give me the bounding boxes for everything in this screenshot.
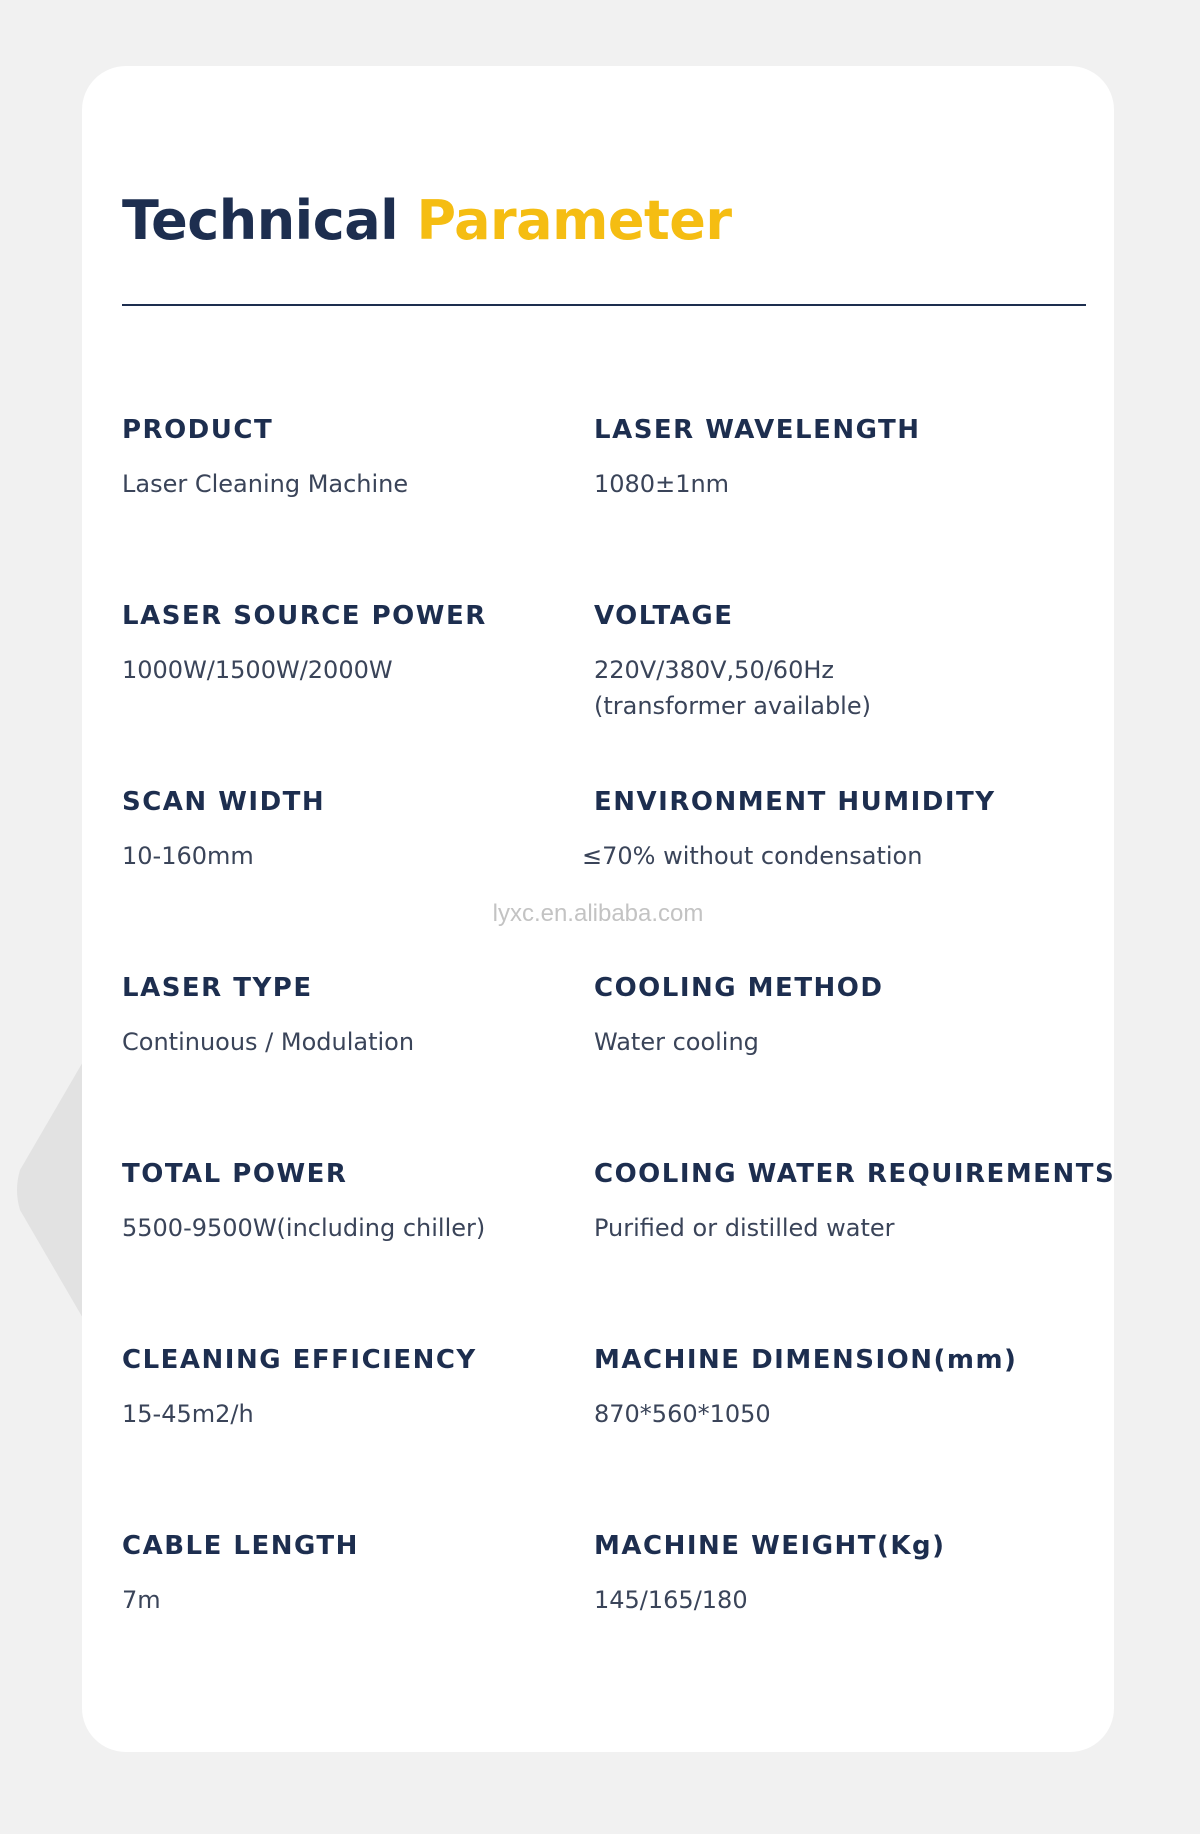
- param-value: 220V/380V,50/60Hz (transformer available): [594, 656, 871, 720]
- param-product: [122, 414, 612, 502]
- param-total-power: [122, 1158, 612, 1246]
- param-value: 15-45m2/h: [122, 1400, 254, 1428]
- title-part-parameter: Parameter: [416, 189, 732, 252]
- param-label: LASER TYPE: [122, 973, 313, 1003]
- param-machine-dimension: [594, 1344, 1084, 1432]
- param-label: COOLING WATER REQUIREMENTS: [594, 1159, 1116, 1189]
- param-cooling-method: [594, 972, 1084, 1060]
- param-voltage: [594, 600, 1084, 724]
- param-label: TOTAL POWER: [122, 1159, 348, 1189]
- param-value: 7m: [122, 1586, 161, 1614]
- page-title: [122, 189, 732, 252]
- watermark-text: lyxc.en.alibaba.com: [492, 900, 704, 927]
- param-laser-wavelength: [594, 414, 1084, 502]
- param-label: MACHINE DIMENSION(mm): [594, 1345, 1018, 1375]
- param-value: 145/165/180: [594, 1586, 748, 1614]
- parameter-card: [82, 66, 1114, 1752]
- param-label: SCAN WIDTH: [122, 787, 326, 817]
- param-value: 870*560*1050: [594, 1400, 771, 1428]
- param-cable-length: [122, 1530, 612, 1618]
- param-machine-weight: [594, 1530, 1084, 1618]
- title-part-technical: Technical: [122, 189, 399, 252]
- param-label: CLEANING EFFICIENCY: [122, 1345, 477, 1375]
- param-label: ENVIRONMENT HUMIDITY: [594, 787, 996, 817]
- param-label: LASER SOURCE POWER: [122, 601, 487, 631]
- param-value: Purified or distilled water: [594, 1214, 895, 1242]
- title-divider: [122, 304, 1086, 306]
- param-value: 1000W/1500W/2000W: [122, 656, 393, 684]
- param-value: 10-160mm: [122, 842, 254, 870]
- param-laser-source-power: [122, 600, 612, 688]
- param-value: ≤70% without condensation: [582, 842, 923, 870]
- param-value: Continuous / Modulation: [122, 1028, 415, 1056]
- param-laser-type: [122, 972, 612, 1060]
- param-label: VOLTAGE: [594, 601, 734, 631]
- param-label: COOLING METHOD: [594, 973, 884, 1003]
- param-value: 5500-9500W(including chiller): [122, 1214, 486, 1242]
- param-value: Water cooling: [594, 1028, 759, 1056]
- param-cleaning-efficiency: [122, 1344, 612, 1432]
- param-label: MACHINE WEIGHT(Kg): [594, 1531, 946, 1561]
- param-cooling-water-requirements: [594, 1158, 1116, 1246]
- param-value: Laser Cleaning Machine: [122, 470, 409, 498]
- param-environment-humidity: [582, 786, 1084, 874]
- param-label: CABLE LENGTH: [122, 1531, 359, 1561]
- param-label: LASER WAVELENGTH: [594, 415, 921, 445]
- param-label: PRODUCT: [122, 415, 274, 445]
- param-scan-width: [122, 786, 612, 874]
- param-value: 1080±1nm: [594, 470, 730, 498]
